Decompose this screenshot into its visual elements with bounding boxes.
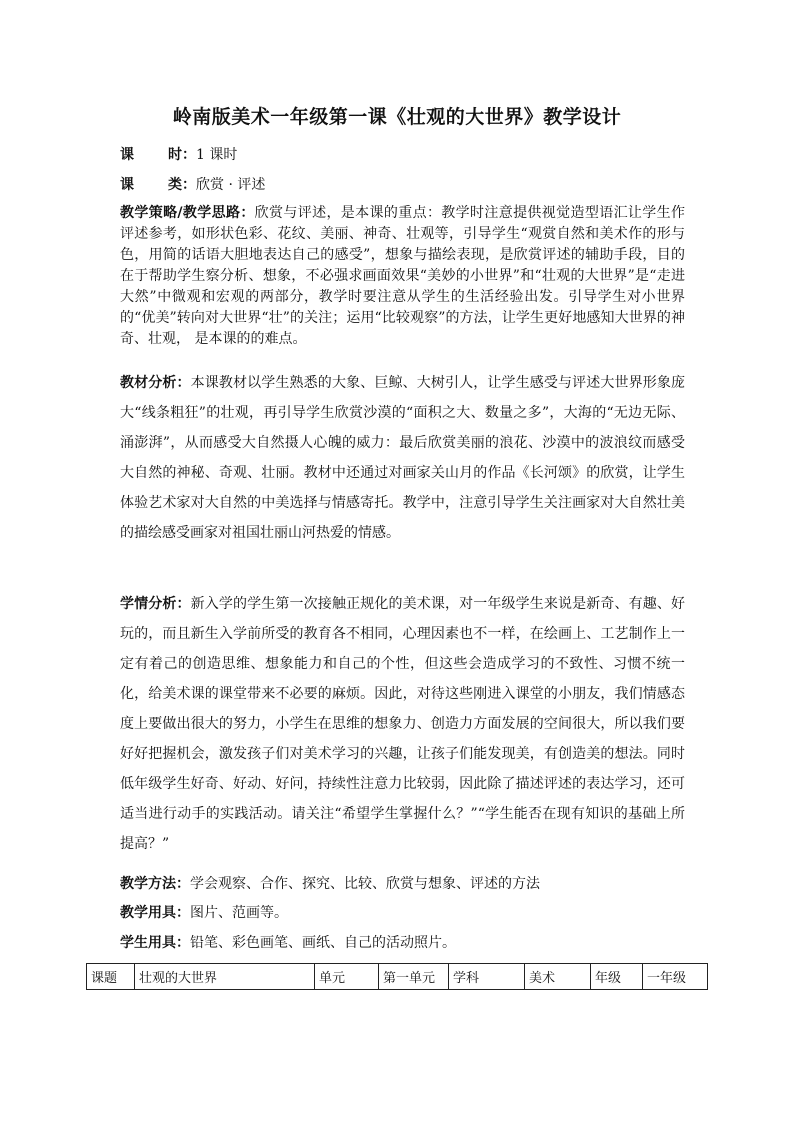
student-tools-line	[120, 931, 456, 955]
teaching-strategy-label: 教学策略/教学思路：	[120, 205, 255, 221]
table-cell-subject-label: 学科	[449, 964, 525, 990]
textbook-analysis-text: 本课教材以学生熟悉的大象、巨鲸、大树引人，让学生感受与评述大世界形象庞大“线条粗狂”的壮观，再引导学生欣赏沙漠的“面积之大、数量之多”，大海的“无边无际、涌澎湃”，从而感受大自然摄人心魄的威力：最后欣赏美丽的浪花、沙漠中的波浪纹而感受大自然的神秘、奇观、壮丽。教材中还通过对画家关山月的作品《长河颂》的欣赏，让学生体验艺术家对大自然的中美选择与情感寄托。教学中，注意引导学生关注画家对大自然壮美的描绘感受画家对祖国壮丽山河热爱的情感。	[120, 375, 686, 541]
lesson-duration-line	[120, 144, 237, 166]
table-cell-unit-value: 第一单元	[379, 964, 449, 990]
table-cell-grade-label: 年级	[591, 964, 643, 990]
teacher-tools-line	[120, 901, 288, 925]
table-cell-grade-value: 一年级	[643, 964, 708, 990]
teaching-method-line	[120, 872, 540, 896]
teaching-strategy-paragraph	[120, 203, 685, 350]
teaching-method-label: 教学方法：	[120, 876, 190, 892]
table-cell-topic-value: 壮观的大世界	[135, 964, 315, 990]
teacher-tools-text: 图片、范画等。	[190, 905, 288, 921]
student-analysis-paragraph	[120, 589, 685, 859]
student-analysis-label: 学情分析：	[120, 596, 191, 612]
lesson-duration-value: 1 课时	[196, 147, 238, 163]
student-tools-label: 学生用具：	[120, 935, 190, 951]
lesson-type-line	[120, 174, 265, 196]
textbook-analysis-label: 教材分析：	[120, 375, 191, 391]
student-analysis-text: 新入学的学生第一次接触正规化的美术课，对一年级学生来说是新奇、有趣、好玩的，而且新生入学前所受的教育各不相同，心理因素也不一样，在绘画上、工艺制作上一定有着己的创造思维、想象能力和自己的个性，但这些会造成学习的不致性、习惯不统一化，给美术课的课堂带来不必要的麻烦。因此，对待这些刚进入课堂的小朋友，我们情感态度上要做出很大的努力，小学生在思维的想象力、创造力方面发展的空间很大，所以我们要好好把握机会，激发孩子们对美术学习的兴趣，让孩子们能发现美，有创造美的想法。同时低年级学生好奇、好动、好问，持续性注意力比较弱，因此除了描述评述的表达学习，还可适当进行动手的实践活动。请关注“希望学生掌握什么？”“学生能否在现有知识的基础上所提高？”	[120, 596, 686, 852]
teaching-method-text: 学会观察、合作、探究、比较、欣赏与想象、评述的方法	[190, 876, 540, 892]
table-row	[87, 964, 708, 990]
textbook-analysis-paragraph	[120, 368, 685, 548]
table-cell-subject-value: 美术	[525, 964, 591, 990]
lesson-type-value: 欣赏 · 评述	[196, 177, 266, 193]
table-cell-topic-label: 课题	[87, 964, 135, 990]
document-title: 岭南版美术一年级第一课《壮观的大世界》教学设计	[172, 106, 622, 128]
teaching-strategy-text: 欣赏与评述，是本课的重点：教学时注意提供视觉造型语汇让学生作评述参考，如形状色彩、花纹、美丽、神奇、壮观等，引导学生“观赏自然和美术作的形与色，用简的话语大胆地表达自己的感受”，想象与描绘表现，是欣赏评述的辅助手段，目的在于帮助学生察分析、想象，不必强求画面效果“美妙的小世界”和“壮观的大世界”是“走进大然”中微观和宏观的两部分，教学时要注意从学生的生活经验出发。引导学生对小世界的“优美”转向对大世界“壮”的关注；运用“比较观察”的方法，让学生更好地感知大世界的神奇、壮观， 是本课的的难点。	[120, 205, 685, 347]
lesson-info-table	[86, 963, 708, 990]
student-tools-text: 铅笔、彩色画笔、画纸、自己的活动照片。	[190, 935, 456, 951]
teacher-tools-label: 教学用具：	[120, 905, 190, 921]
table-cell-unit-label: 单元	[315, 964, 379, 990]
lesson-duration-label: 课 时：	[120, 147, 196, 163]
lesson-type-label: 课 类：	[120, 177, 196, 193]
